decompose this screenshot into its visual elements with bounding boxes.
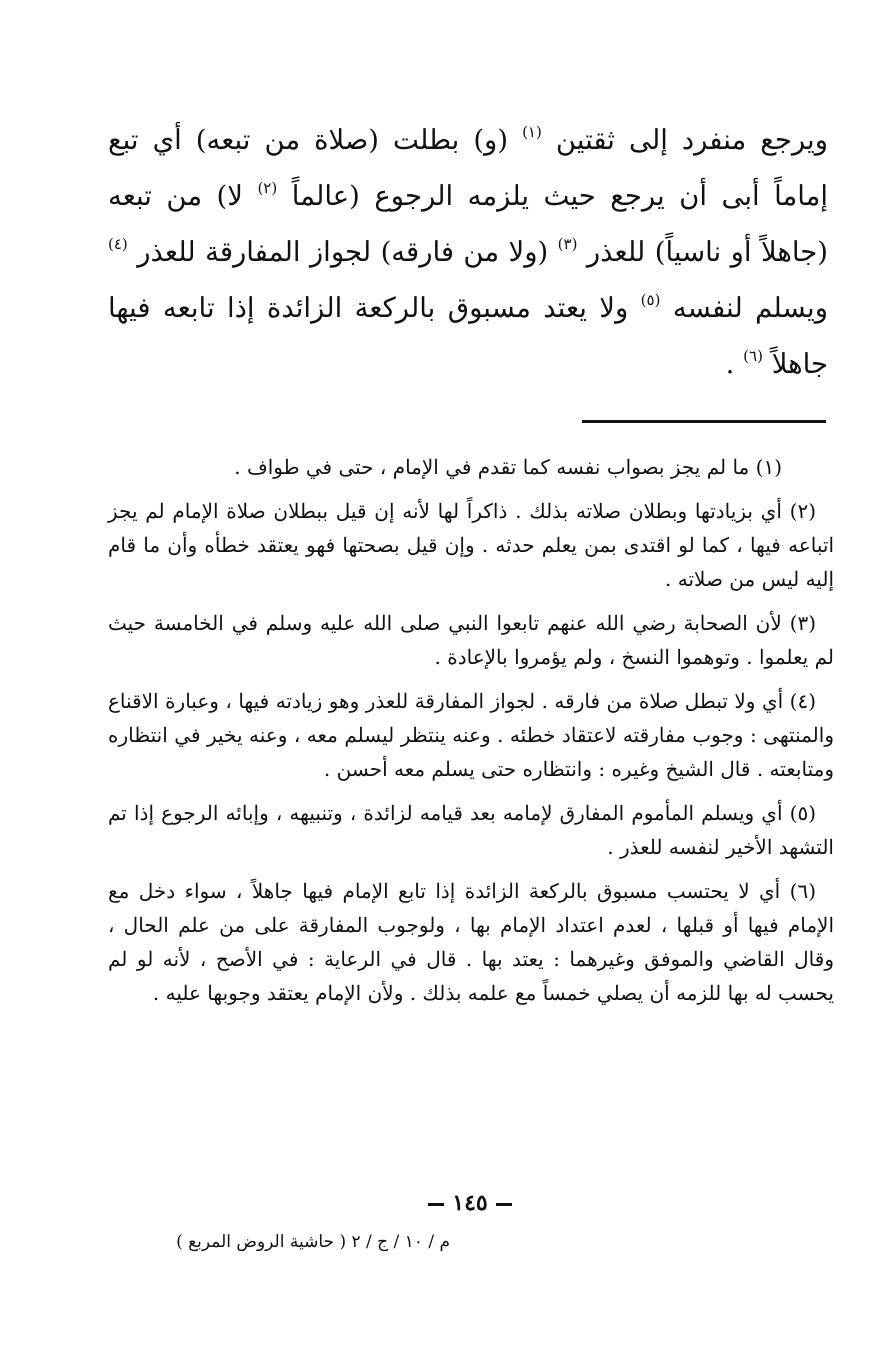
main-text xyxy=(108,112,828,392)
footnote: (١) ما لم يجز بصواب نفسه كما تقدم في الإمام ، حتى في طواف . xyxy=(234,455,782,479)
footnote: (٢) أي بزيادتها وبطلان صلاته بذلك . ذاكراً لها لأنه إن قيل ببطلان صلاة الإمام لم يجز اتباعه فيها ، كما لو اقتدى بمن يعلم حدثه . وإن قيل بصحتها فهو يعتقد خطأه وأن ما قام إليه ليس من صلاته . xyxy=(108,499,834,591)
footnote-ref: (٤) xyxy=(108,235,128,253)
footnote-ref: (٥) xyxy=(640,291,661,309)
page-number-dash xyxy=(428,1203,444,1206)
main-text-segment: ولا يعتد مسبوق بالركعة الزائدة إذا تابعه فيها جاهلاً xyxy=(108,292,828,380)
print-signature: م / ١٠ / ج / ٢ ( حاشية الروض المربع ) xyxy=(176,1232,450,1252)
footnote: (٣) لأن الصحابة رضي الله عنهم تابعوا النبي صلى الله عليه وسلم في الخامسة حيث لم يعلموا . وتوهموا النسخ ، ولم يؤمروا بالإعادة . xyxy=(108,611,834,669)
footnote-ref: (٣) xyxy=(557,235,578,253)
footnote: (٤) أي ولا تبطل صلاة من فارقه . لجواز المفارقة للعذر وهو زيادته فيها ، وعبارة الاقناع والمنتهى : وجوب مفارقته لاعتقاد خطئه . وعنه ينتظر ليسلم معه ، وعنه يخير في انتظاره ومتابعته . قال الشيخ وغيره : وانتظاره حتى يسلم معه أحسن . xyxy=(108,689,834,781)
footnote: (٥) أي ويسلم المأموم المفارق لإمامه بعد قيامه لزائدة ، وتنبيهه ، وإبائه الرجوع إذا تم التشهد الأخير لنفسه للعذر . xyxy=(108,801,834,859)
main-text-segment: ويسلم لنفسه xyxy=(672,292,828,324)
main-text-segment: (و) بطلت (صلاة من تبعه) أي تبع إماماً أبى أن يرجع حيث يلزمه الرجوع (عالماً xyxy=(108,124,828,212)
footnote-ref: (٢) xyxy=(257,179,278,197)
main-text-segment: (ولا من فارقه) لجواز المفارقة للعذر xyxy=(137,236,549,268)
page-number-value: ١٤٥ xyxy=(452,1190,488,1216)
page-number xyxy=(395,1190,545,1216)
footnote-ref: (١) xyxy=(522,123,542,141)
page-number-dash xyxy=(496,1203,512,1206)
main-text-segment: ويرجع منفرد إلى ثقتين xyxy=(555,124,828,156)
footnotes xyxy=(108,450,834,1020)
footnote: (٦) أي لا يحتسب مسبوق بالركعة الزائدة إذا تابع الإمام فيها جاهلاً ، سواء دخل مع الإمام فيها أو قبلها ، لعدم اعتداد الإمام بها ، ولوجوب المفارقة على من علم الحال ، وقال القاضي والموفق وغيرهما : يعتد بها . قال في الرعاية : في الأصح ، لأنه لو لم يحسب له بها للزمه أن يصلي خمساً مع علمه بذلك . ولأن الإمام يعتقد وجوبها عليه . xyxy=(108,879,834,1005)
footnote-divider xyxy=(582,420,826,423)
main-text-segment: لا) من تبعه (جاهلاً أو ناسياً) للعذر xyxy=(108,180,828,268)
main-text-segment: . xyxy=(725,348,735,380)
footnote-ref: (٦) xyxy=(743,347,763,365)
